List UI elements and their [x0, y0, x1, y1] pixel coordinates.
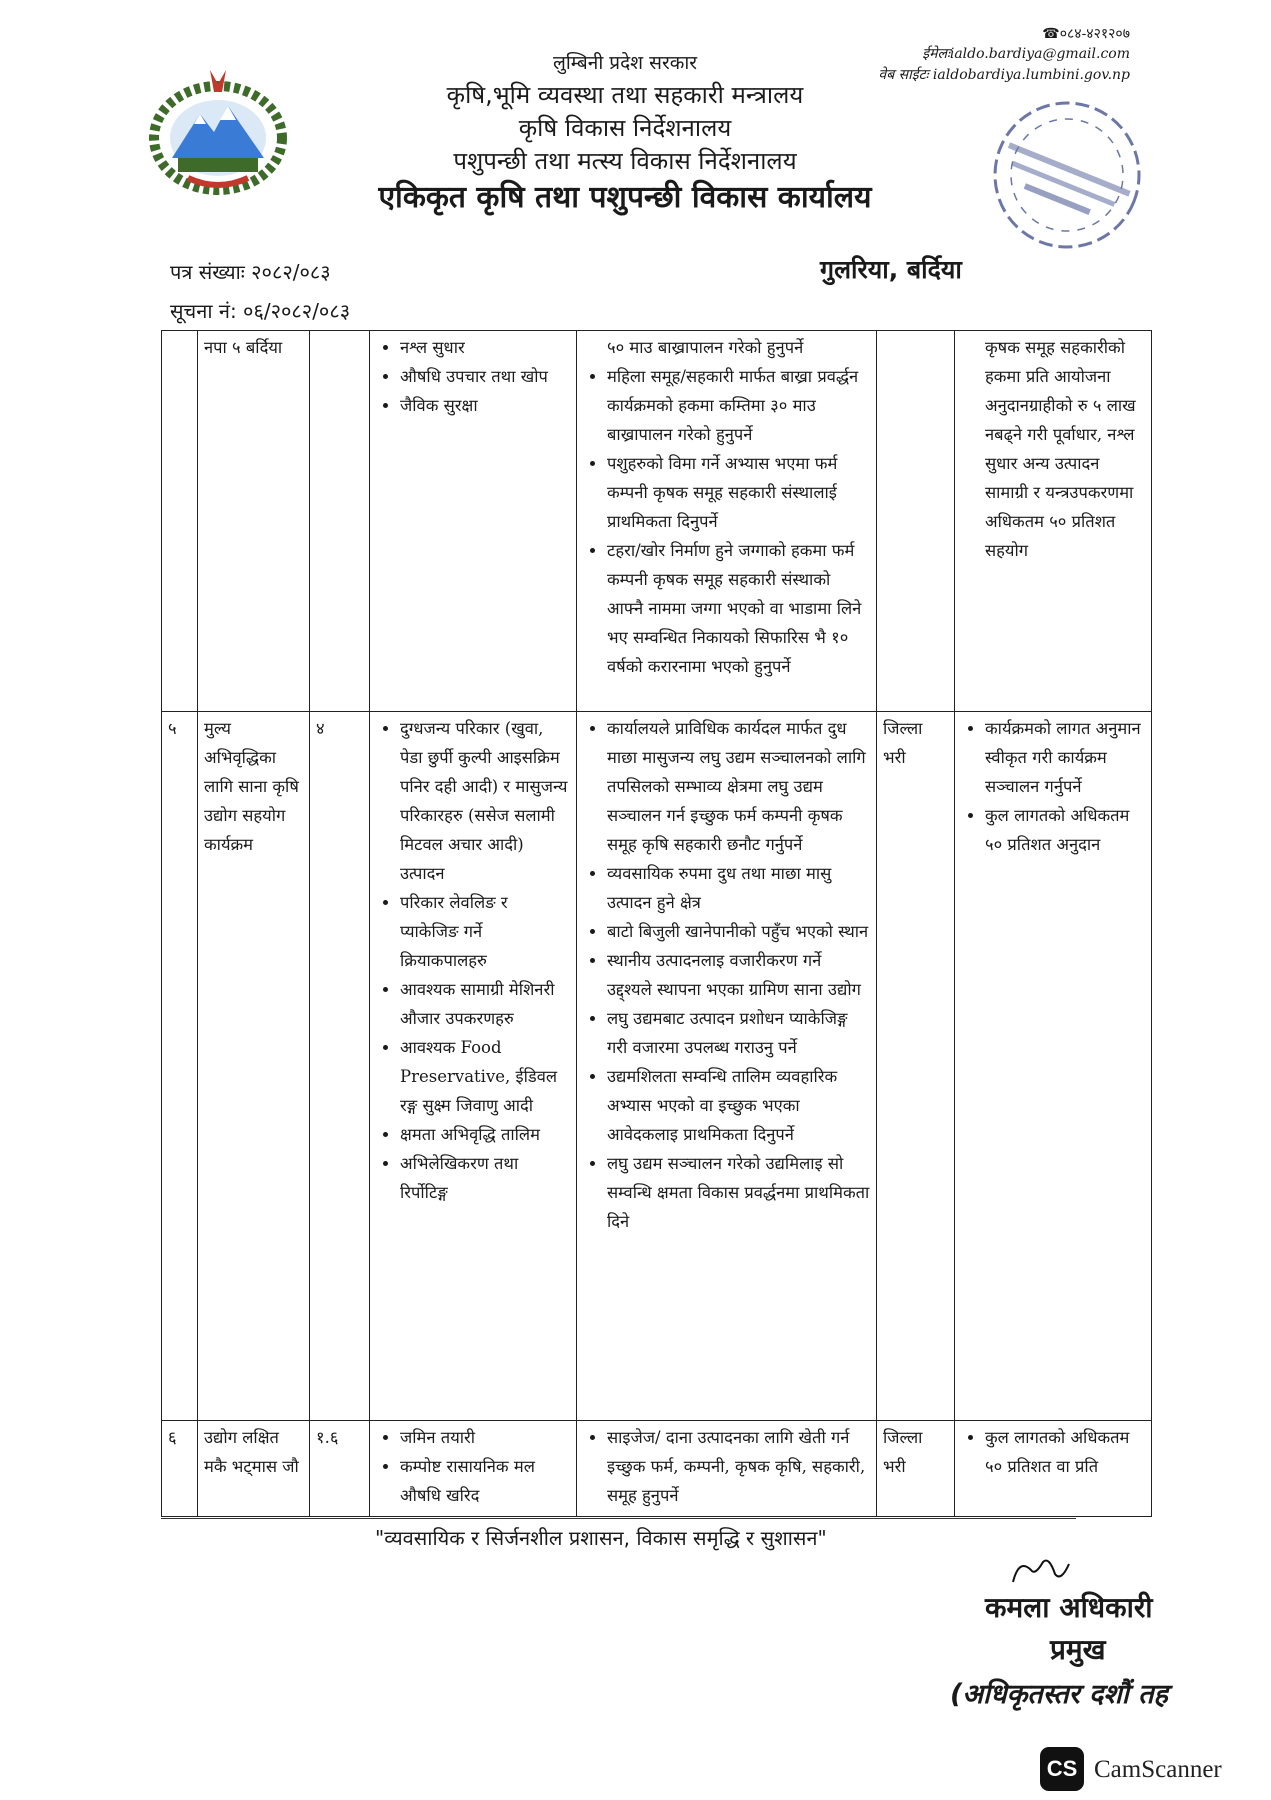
- phone-number: ☎०८४-४२१२०७: [1042, 26, 1130, 42]
- program-cell: उद्योग लक्षित मकै भट्मास जौ: [198, 1421, 310, 1517]
- list-item: • साइजेज/ दाना उत्पादनका लागि खेती गर्न इच्छुक फर्म, कम्पनी, कृषक कृषि, सहकारी, समूह हुनुपर्ने: [607, 1423, 870, 1510]
- program-cell: मुल्य अभिवृद्धिका लागि साना कृषि उद्योग सहयोग कार्यक्रम: [198, 712, 310, 1421]
- list-item: • क्षमता अभिवृद्धि तालिम: [400, 1120, 570, 1149]
- criteria-cell: [577, 1421, 877, 1517]
- notice-number: सूचना नं: ०६/२०८२/०८३: [170, 299, 351, 323]
- table-row: [162, 331, 1152, 712]
- list-item: • कुल लागतको अधिकतम ५० प्रतिशत अनुदान: [985, 801, 1145, 859]
- footer-slogan: "व्यवसायिक र सिर्जनशील प्रशासन, विकास समृद्धि र सुशासन": [375, 1526, 827, 1550]
- signatory-rank: (अधिकृतस्तर दशौं तह: [950, 1679, 1168, 1710]
- list-item: • दुग्धजन्य परिकार (खुवा, पेडा छुर्पी कुल्पी आइसक्रिम पनिर दही आदी) र मासुजन्य परिकारहरु (ससेज सलामी मिटवल अचार आदी) उत्पादन: [400, 714, 570, 888]
- ministry-name: कृषि,भूमि व्यवस्था तथा सहकारी मन्त्रालय: [446, 80, 804, 109]
- area-cell: [877, 331, 955, 712]
- table-row: [162, 1421, 1152, 1517]
- remarks-text: कृषक समूह सहकारीको हकमा प्रति आयोजना अनुदानग्राहीको रु ५ लाख नबढ्ने गरी पूर्वाधार, नश्ल सुधार अन्य उत्पादन सामाग्री र यन्त्रउपकरणमा अधिकतम ५० प्रतिशत सहयोग: [985, 338, 1136, 560]
- program-table: [161, 330, 1152, 1517]
- list-item: • कार्यालयले प्राविधिक कार्यदल मार्फत दुध माछा मासुजन्य लघु उद्यम सञ्चालनको लागि तपसिलको सम्भाव्य क्षेत्रमा लघु उद्यम सञ्चालन गर्न इच्छुक फर्म कम्पनी कृषक समूह कृषि सहकारी छनौट गर्नुपर्ने: [607, 714, 870, 859]
- budget-cell: [310, 331, 370, 712]
- program-cell: नपा ५ बर्दिया: [198, 331, 310, 712]
- list-item: • अभिलेखिकरण तथा रिर्पोटिङ्ग: [400, 1149, 570, 1207]
- list-item: • उद्यमशिलता सम्वन्धि तालिम व्यवहारिक अभ्यास भएको वा इच्छुक भएका आवेदकलाइ प्राथमिकता दिनुपर्ने: [607, 1062, 870, 1149]
- remarks-cell: [955, 1421, 1152, 1517]
- letterhead: [360, 52, 890, 216]
- list-item: • परिकार लेवलिङ र प्याकेजिङ गर्ने क्रियाकपालहरु: [400, 888, 570, 975]
- list-item: • कार्यक्रमको लागत अनुमान स्वीकृत गरी कार्यक्रम सञ्चालन गर्नुपर्ने: [985, 714, 1145, 801]
- budget-cell: १.६: [310, 1421, 370, 1517]
- table-row: [162, 712, 1152, 1421]
- area-cell: जिल्ला भरी: [877, 1421, 955, 1517]
- signatory-title: प्रमुख: [1050, 1633, 1106, 1666]
- signature-scribble: [1005, 1552, 1075, 1592]
- website-address: वेब साईटः ialdobardiya.lumbini.gov.np: [878, 66, 1130, 83]
- footer-divider: [161, 1518, 1076, 1519]
- list-item: ५० माउ बाख्रापालन गरेको हुनुपर्ने: [607, 338, 804, 357]
- remarks-cell: [955, 331, 1152, 712]
- list-item: • टहरा/खोर निर्माण हुने जग्गाको हकमा फर्म कम्पनी कृषक समूह सहकारी संस्थाको आफ्नै नाममा जग्गा भएको वा भाडामा लिने भए सम्वन्धित निकायको सिफारिस भै १० वर्षको करारनामा भएको हुनुपर्ने: [607, 536, 870, 681]
- list-item: • कुल लागतको अधिकतम ५० प्रतिशत वा प्रति: [985, 1423, 1145, 1481]
- remarks-cell: [955, 712, 1152, 1421]
- list-item: • लघु उद्यमबाट उत्पादन प्रशोधन प्याकेजिङ्ग गरी वजारमा उपलब्ध गराउनु पर्ने: [607, 1004, 870, 1062]
- office-stamp: [962, 80, 1172, 270]
- office-name: एकिकृत कृषि तथा पशुपन्छी विकास कार्यालय: [378, 179, 872, 215]
- criteria-cell: [577, 712, 877, 1421]
- activities-cell: [370, 331, 577, 712]
- list-item: • महिला समूह/सहकारी मार्फत बाख्रा प्रवर्द्धन कार्यक्रमको हकमा कम्तिमा ३० माउ बाख्रापालन गरेको हुनुपर्ने: [607, 362, 870, 449]
- signatory-name: कमला अधिकारी: [985, 1591, 1153, 1624]
- list-item: • बाटो बिजुली खानेपानीको पहुँच भएको स्थान: [607, 917, 870, 946]
- list-item: • स्थानीय उत्पादनलाइ वजारीकरण गर्ने उद्द्श्यले स्थापना भएका ग्रामिण साना उद्योग: [607, 946, 870, 1004]
- serial-cell: [162, 331, 198, 712]
- contact-block: [840, 24, 1130, 85]
- directorate-name-1: कृषि विकास निर्देशनालय: [518, 113, 732, 142]
- budget-cell: ४: [310, 712, 370, 1421]
- letter-number: पत्र संख्याः २०८२/०८३: [170, 260, 331, 284]
- nepal-emblem-icon: [148, 66, 288, 196]
- serial-cell: ६: [162, 1421, 198, 1517]
- list-item: • जैविक सुरक्षा: [400, 391, 570, 420]
- list-item: • पशुहरुको विमा गर्ने अभ्यास भएमा फर्म कम्पनी कृषक समूह सहकारी संस्थालाई प्राथमिकता दिनुपर्ने: [607, 449, 870, 536]
- criteria-cell: [577, 331, 877, 712]
- list-item: • जमिन तयारी: [400, 1423, 570, 1452]
- camscanner-watermark: CamScanner: [1094, 1756, 1222, 1783]
- activities-cell: [370, 1421, 577, 1517]
- province-name: लुम्बिनी प्रदेश सरकार: [552, 52, 698, 74]
- directorate-name-2: पशुपन्छी तथा मत्स्य विकास निर्देशनालय: [453, 146, 797, 175]
- camscanner-logo-icon: CS: [1040, 1747, 1084, 1791]
- list-item: • आवश्यक सामाग्री मेशिनरी औजार उपकरणहरु: [400, 975, 570, 1033]
- list-item: • नश्ल सुधार: [400, 333, 570, 362]
- list-item: • व्यवसायिक रुपमा दुध तथा माछा मासु उत्पादन हुने क्षेत्र: [607, 859, 870, 917]
- list-item: • कम्पोष्ट रासायनिक मल औषधि खरिद: [400, 1452, 570, 1510]
- office-location: गुलरिया, बर्दिया: [820, 255, 962, 284]
- list-item: • आवश्यक Food Preservative, ईडिवल रङ्ग सुक्ष्म जिवाणु आदी: [400, 1033, 570, 1120]
- serial-cell: ५: [162, 712, 198, 1421]
- activities-cell: [370, 712, 577, 1421]
- list-item: • लघु उद्यम सञ्चालन गरेको उद्यमिलाइ सो सम्वन्धि क्षमता विकास प्रवर्द्धनमा प्राथमिकता दिने: [607, 1149, 870, 1236]
- area-cell: जिल्ला भरी: [877, 712, 955, 1421]
- list-item: • औषधि उपचार तथा खोप: [400, 362, 570, 391]
- email-address: ईमेलःialdo.bardiya@gmail.com: [922, 46, 1130, 63]
